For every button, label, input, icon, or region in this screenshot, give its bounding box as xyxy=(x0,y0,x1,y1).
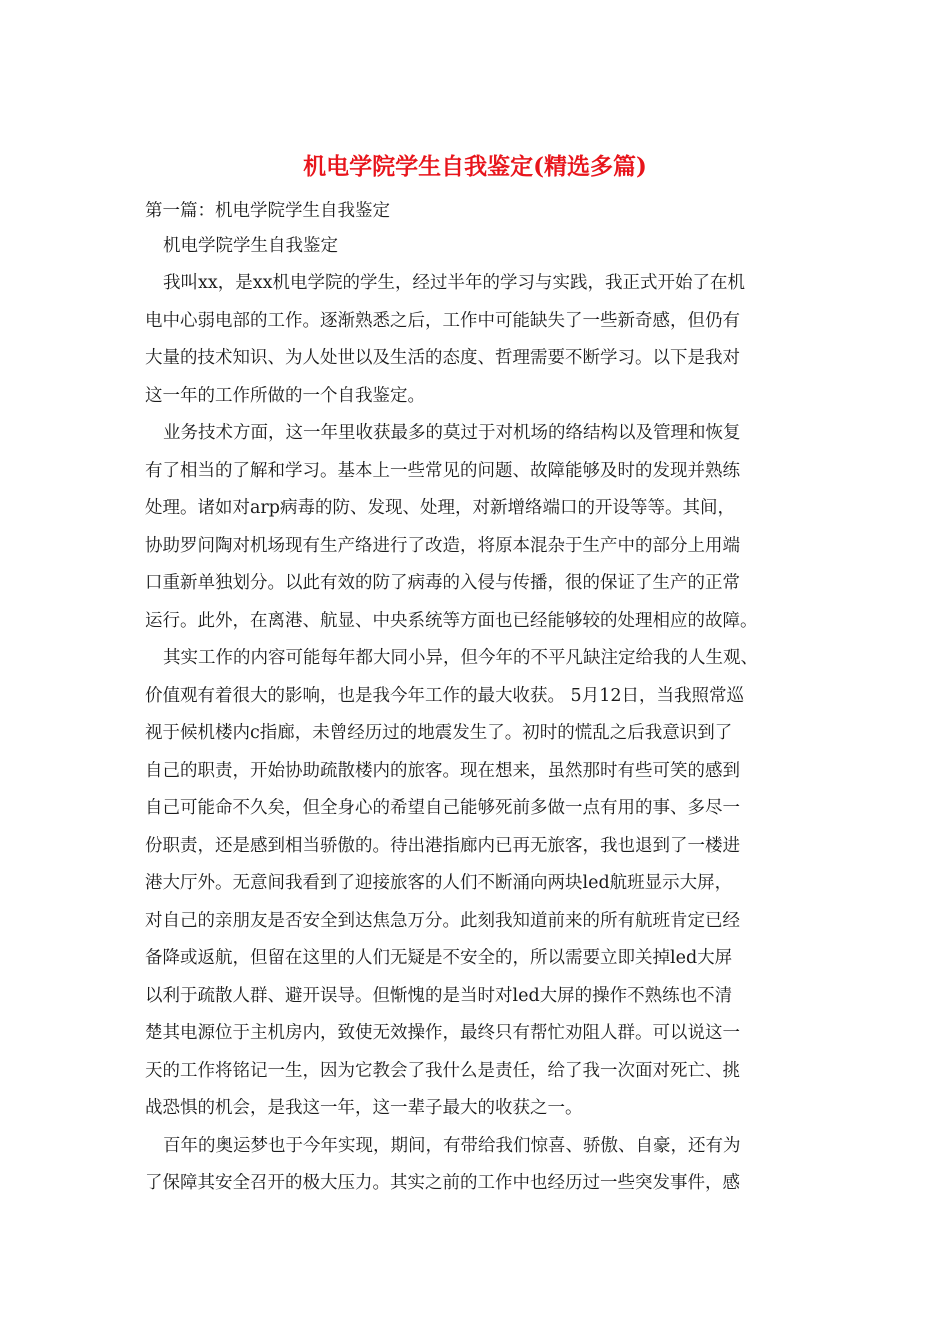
document-body xyxy=(145,197,805,1203)
paragraph-line: 我叫xx，是xx机电学院的学生，经过半年的学习与实践，我正式开始了在机 xyxy=(163,273,745,293)
paragraph-line: 其实工作的内容可能每年都大同小异，但今年的不平凡缺注定给我的人生观、 xyxy=(163,648,758,668)
body-text xyxy=(145,265,805,1203)
paragraph-line: 大量的技术知识、为人处世以及生活的态度、哲理需要不断学习。以下是我对 xyxy=(145,348,740,368)
paragraph-line: 对自己的亲朋友是否安全到达焦急万分。此刻我知道前来的所有航班肯定已经 xyxy=(145,910,740,931)
paragraph-line: 自己的职责，开始协助疏散楼内的旅客。现在想来，虽然那时有些可笑的感到 xyxy=(145,760,740,781)
paragraph-line: 有了相当的了解和学习。基本上一些常见的问题、故障能够及时的发现并熟练 xyxy=(145,460,740,481)
paragraph-line: 港大厅外。无意间我看到了迎接旅客的人们不断涌向两块led航班显示大屏， xyxy=(145,873,733,893)
paragraph-line: 价值观有着很大的影响，也是我今年工作的最大收获。 5月12日，当我照常巡 xyxy=(145,685,744,706)
paragraph-line: 协助罗问陶对机场现有生产络进行了改造，将原本混杂于生产中的部分上用端 xyxy=(145,535,740,556)
paragraph-line: 了保障其安全召开的极大压力。其实之前的工作中也经历过一些突发事件，感 xyxy=(145,1173,740,1193)
paragraph-line: 楚其电源位于主机房内，致使无效操作，最终只有帮忙劝阻人群。可以说这一 xyxy=(145,1023,740,1043)
paragraph-line: 战恐惧的机会，是我这一年，这一辈子最大的收获之一。 xyxy=(145,1098,583,1118)
paragraph-line: 电中心弱电部的工作。逐渐熟悉之后，工作中可能缺失了一些新奇感，但仍有 xyxy=(145,310,740,331)
paragraph-line: 天的工作将铭记一生，因为它教会了我什么是责任，给了我一次面对死亡、挑 xyxy=(145,1060,740,1081)
paragraph-line: 百年的奥运梦也于今年实现，期间，有带给我们惊喜、骄傲、自豪，还有为 xyxy=(163,1135,741,1156)
document-title: 机电学院学生自我鉴定(精选多篇) xyxy=(303,153,647,180)
section-heading: 第一篇：机电学院学生自我鉴定 xyxy=(145,201,390,221)
paragraph-line: 自己可能命不久矣，但全身心的希望自己能够死前多做一点有用的事、多尽一 xyxy=(145,798,740,818)
section-subtitle: 机电学院学生自我鉴定 xyxy=(163,236,338,256)
paragraph-line: 这一年的工作所做的一个自我鉴定。 xyxy=(145,385,425,406)
paragraph-line: 份职责，还是感到相当骄傲的。待出港指廊内已再无旅客，我也退到了一楼进 xyxy=(145,835,740,856)
paragraph-line: 处理。诸如对arp病毒的防、发现、处理，对新增络端口的开设等等。其间， xyxy=(145,498,735,518)
paragraph-line: 运行。此外，在离港、航显、中央系统等方面也已经能够较的处理相应的故障。 xyxy=(145,610,758,631)
paragraph-line: 口重新单独划分。以此有效的防了病毒的入侵与传播，很的保证了生产的正常 xyxy=(145,573,740,593)
paragraph-line: 视于候机楼内c指廊，未曾经历过的地震发生了。初时的慌乱之后我意识到了 xyxy=(145,723,733,743)
paragraph-line: 以利于疏散人群、避开误导。但惭愧的是当时对led大屏的操作不熟练也不清 xyxy=(145,985,733,1006)
paragraph-line: 备降或返航，但留在这里的人们无疑是不安全的，所以需要立即关掉led大屏 xyxy=(145,948,733,968)
paragraph-line: 业务技术方面，这一年里收获最多的莫过于对机场的络结构以及管理和恢复 xyxy=(163,423,741,443)
